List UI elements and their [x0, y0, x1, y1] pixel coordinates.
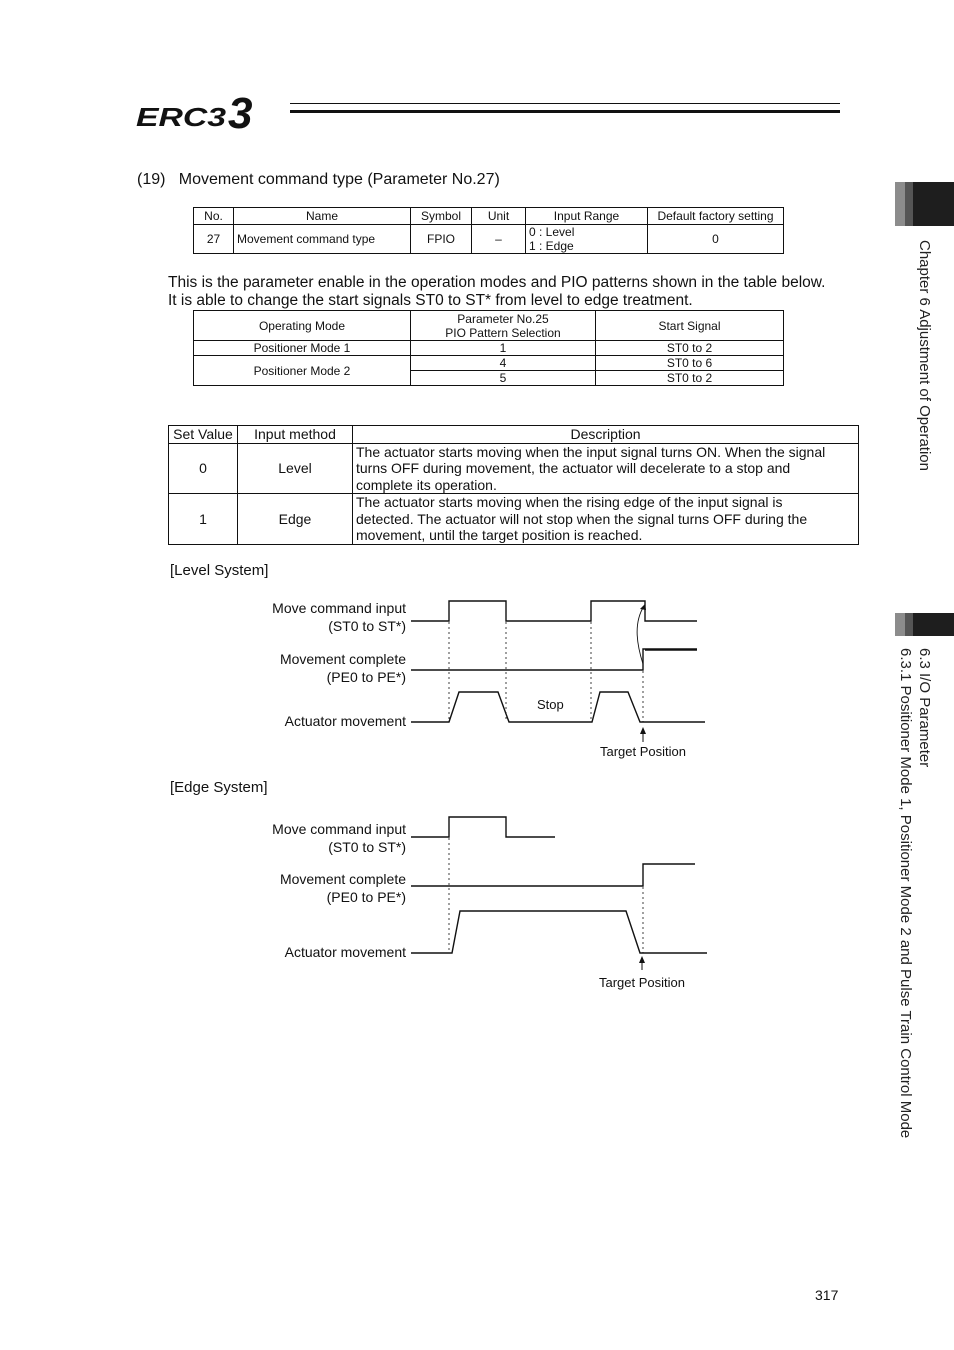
description-line: detected. The actuator will not stop when the signal turns OFF during the — [356, 510, 808, 527]
level-target-arrowhead — [640, 727, 646, 734]
edge-actuator-label: Actuator movement — [284, 944, 406, 960]
edge-target-arrowhead — [639, 956, 645, 963]
param-unit: – — [472, 225, 526, 254]
pattern-cell: 5 — [411, 371, 596, 386]
mode-cell: Positioner Mode 2 — [194, 356, 411, 386]
col-header-range: Input Range — [526, 208, 648, 225]
level-move-command-waveform — [411, 601, 697, 621]
range-level: 0 : Level — [529, 225, 575, 239]
col-header-mode: Operating Mode — [194, 311, 411, 341]
signal-cell: ST0 to 2 — [596, 341, 784, 356]
logo-text: ERC3 — [136, 102, 227, 130]
description-line: movement, until the target position is reached. — [356, 527, 643, 543]
label-line: Movement complete — [279, 651, 406, 667]
intro-line-2: It is able to change the start signals ST0 to ST* from level to edge treatment. — [168, 292, 693, 309]
side-section-title: 6.3 I/O Parameter — [916, 648, 933, 768]
section-heading: (19) Movement command type (Parameter No.27) — [137, 171, 500, 188]
level-actuator-waveform-2 — [517, 692, 705, 722]
label-line: Move command input — [272, 821, 406, 837]
pattern-header-line-1: Parameter No.25 — [457, 311, 549, 326]
set-value-cell: 0 — [169, 443, 238, 494]
col-header-input-method: Input method — [238, 426, 353, 444]
label-line: Move command input — [272, 600, 406, 616]
param-symbol: FPIO — [411, 225, 472, 254]
pattern-header-line-2: PIO Pattern Selection — [445, 325, 561, 340]
level-curve-arrowhead — [640, 604, 646, 610]
input-method-cell: Level — [238, 443, 353, 494]
description-line: complete its operation. — [356, 476, 497, 493]
level-target-position-label: Target Position — [600, 744, 686, 759]
param-default: 0 — [648, 225, 784, 254]
level-actuator-label: Actuator movement — [284, 713, 406, 729]
edge-movement-complete-waveform — [411, 864, 695, 886]
col-header-symbol: Symbol — [411, 208, 472, 225]
edge-system-label: [Edge System] — [170, 779, 268, 796]
edge-target-position-label: Target Position — [599, 975, 685, 990]
label-line: Movement complete — [279, 871, 406, 887]
mode-cell: Positioner Mode 1 — [194, 341, 411, 356]
col-header-unit: Unit — [472, 208, 526, 225]
set-value-cell: 1 — [169, 494, 238, 545]
label-line: (ST0 to ST*) — [328, 617, 406, 634]
intro-line-1: This is the parameter enable in the operation modes and PIO patterns shown in the table below. — [168, 274, 826, 291]
col-header-signal: Start Signal — [596, 311, 784, 341]
col-header-no: No. — [194, 208, 234, 225]
label-line: (ST0 to ST*) — [328, 838, 406, 855]
col-header-description: Description — [353, 426, 859, 444]
level-movement-complete-waveform — [411, 649, 697, 670]
level-actuator-waveform — [411, 692, 517, 722]
col-header-name: Name — [234, 208, 411, 225]
description-line: The actuator starts moving when the input signal turns ON. When the signal — [356, 443, 826, 460]
label-line: (PE0 to PE*) — [326, 668, 406, 685]
page-number: 317 — [815, 1287, 839, 1303]
pattern-cell: 4 — [411, 356, 596, 371]
signal-cell: ST0 to 2 — [596, 371, 784, 386]
svg-text:3: 3 — [228, 92, 253, 130]
param-name: Movement command type — [234, 225, 411, 254]
stop-label: Stop — [537, 697, 564, 712]
signal-cell: ST0 to 6 — [596, 356, 784, 371]
col-header-set-value: Set Value — [169, 426, 238, 444]
level-system-label: [Level System] — [170, 562, 269, 579]
description-line: turns OFF during movement, the actuator will decelerate to a stop and — [356, 460, 791, 476]
edge-move-command-waveform — [411, 817, 555, 837]
description-line: The actuator starts moving when the rising edge of the input signal is — [356, 494, 783, 510]
pattern-cell: 1 — [411, 341, 596, 356]
range-edge: 1 : Edge — [529, 239, 574, 253]
side-subsection-title: 6.3.1 Positioner Mode 1, Positioner Mode 2 and Pulse Train Control Mode — [897, 648, 914, 1139]
side-chapter-title: Chapter 6 Adjustment of Operation — [916, 240, 933, 471]
edge-actuator-waveform — [411, 911, 707, 953]
col-header-default: Default factory setting — [648, 208, 784, 225]
param-no: 27 — [194, 225, 234, 254]
label-line: (PE0 to PE*) — [326, 888, 406, 905]
input-method-cell: Edge — [238, 494, 353, 545]
